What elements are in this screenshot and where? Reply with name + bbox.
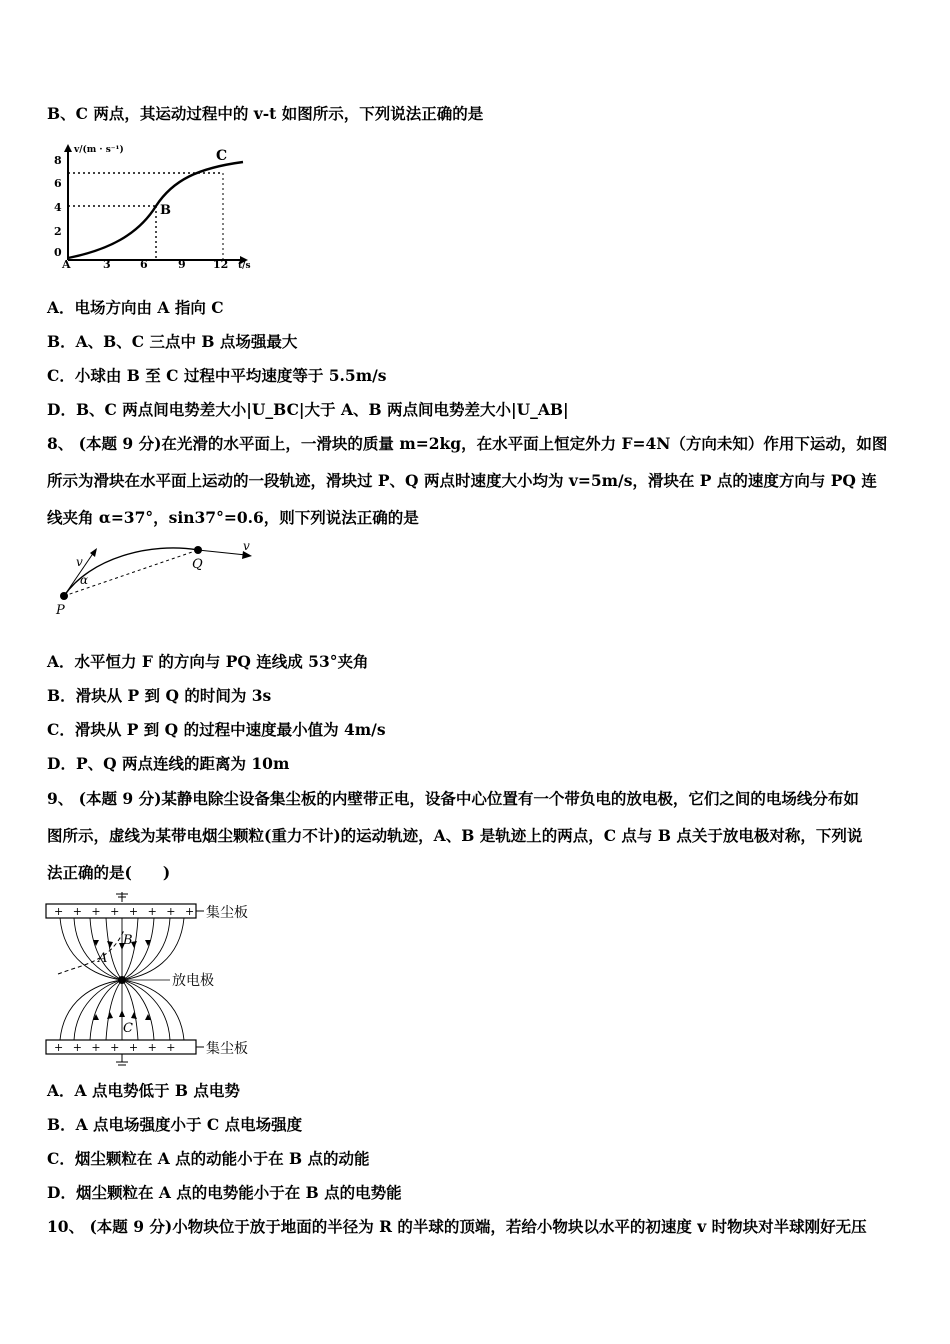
q8-option-b: B．滑块从 P 到 Q 的时间为 3s [47,686,272,705]
point-b-label: B [160,203,171,218]
x-axis-label: t/s [238,261,251,270]
q9-option-d: D．烟尘颗粒在 A 点的电势能小于在 B 点的电势能 [47,1183,402,1202]
point-c-label: C [123,1021,133,1036]
point-p-label: P [56,603,65,618]
q8-stem-line: 所示为滑块在水平面上运动的一段轨迹，滑块过 P、Q 两点时速度大小均为 v=5m/s，滑块在 P 点的速度方向与 PQ 连 [47,471,877,490]
origin-label: A [62,258,71,270]
bottom-plate-charges: + + + + + + + [54,1041,179,1054]
electrode-label: 放电极 [172,973,214,989]
y-tick: 4 [54,201,62,214]
x-tick: 9 [178,258,186,270]
point-b-label: B [123,933,133,948]
q8-option-d: D．P、Q 两点连线的距离为 10m [47,754,290,773]
y-tick: 6 [54,177,62,190]
x-tick: 3 [103,258,111,270]
alpha-label: α [80,573,89,587]
trajectory-figure [50,538,270,618]
q9-option-c: C．烟尘颗粒在 A 点的动能小于在 B 点的动能 [47,1149,370,1168]
x-tick: 6 [140,258,148,270]
q8-stem-line: 8、 (本题 9 分)在光滑的水平面上，一滑块的质量 m=2kg，在水平面上恒定外力 F=4N（方向未知）作用下运动，如图 [47,434,888,453]
field-lines-figure [44,890,274,1066]
y-tick: 2 [54,225,62,238]
vt-graph-figure [48,140,258,270]
q9-stem-line: 法正确的是( ) [47,863,171,882]
top-plate-label: 集尘板 [206,905,248,921]
point-q-label: Q [192,557,203,572]
y-tick: 8 [54,154,62,167]
q7-option-b: B．A、B、C 三点中 B 点场强最大 [47,332,298,351]
point-a-label: A [98,951,108,966]
q10-stem-line: 10、 (本题 9 分)小物块位于放于地面的半径为 R 的半球的顶端，若给小物块以水平的初速度 v 时物块对半球刚好无压 [47,1217,867,1236]
q9-stem-line: 图所示，虚线为某带电烟尘颗粒(重力不计)的运动轨迹，A、B 是轨迹上的两点，C 点与 B 点关于放电极对称，下列说 [47,826,863,845]
q7-option-d: D．B、C 两点间电势差大小|U_BC|大于 A、B 两点间电势差大小|U_AB| [47,400,569,419]
x-tick: 12 [213,258,229,270]
q8-stem-line: 线夹角 α=37°，sin37°=0.6，则下列说法正确的是 [47,508,419,527]
q7-stem-line: B、C 两点，其运动过程中的 v-t 如图所示，下列说法正确的是 [47,104,484,123]
q9-option-a: A．A 点电势低于 B 点电势 [47,1081,240,1100]
q7-option-a: A．电场方向由 A 指向 C [47,298,224,317]
top-plate-charges: + + + + + + + + [54,905,198,918]
q8-option-a: A．水平恒力 F 的方向与 PQ 连线成 53°夹角 [47,652,369,671]
velocity-label-q: v [243,539,250,553]
q8-option-c: C．滑块从 P 到 Q 的过程中速度最小值为 4m/s [47,720,386,739]
bottom-plate-label: 集尘板 [206,1041,248,1057]
point-c-label: C [216,148,228,164]
q7-option-c: C．小球由 B 至 C 过程中平均速度等于 5.5m/s [47,366,387,385]
q9-option-b: B．A 点电场强度小于 C 点电场强度 [47,1115,303,1134]
q9-stem-line: 9、 (本题 9 分)某静电除尘设备集尘板的内壁带正电，设备中心位置有一个带负电的放电极，它们之间的电场线分布如 [47,789,859,808]
y-axis-label: v/(m · s⁻¹) [74,145,124,155]
velocity-label-p: v [76,555,83,569]
y-tick: 0 [54,246,62,259]
